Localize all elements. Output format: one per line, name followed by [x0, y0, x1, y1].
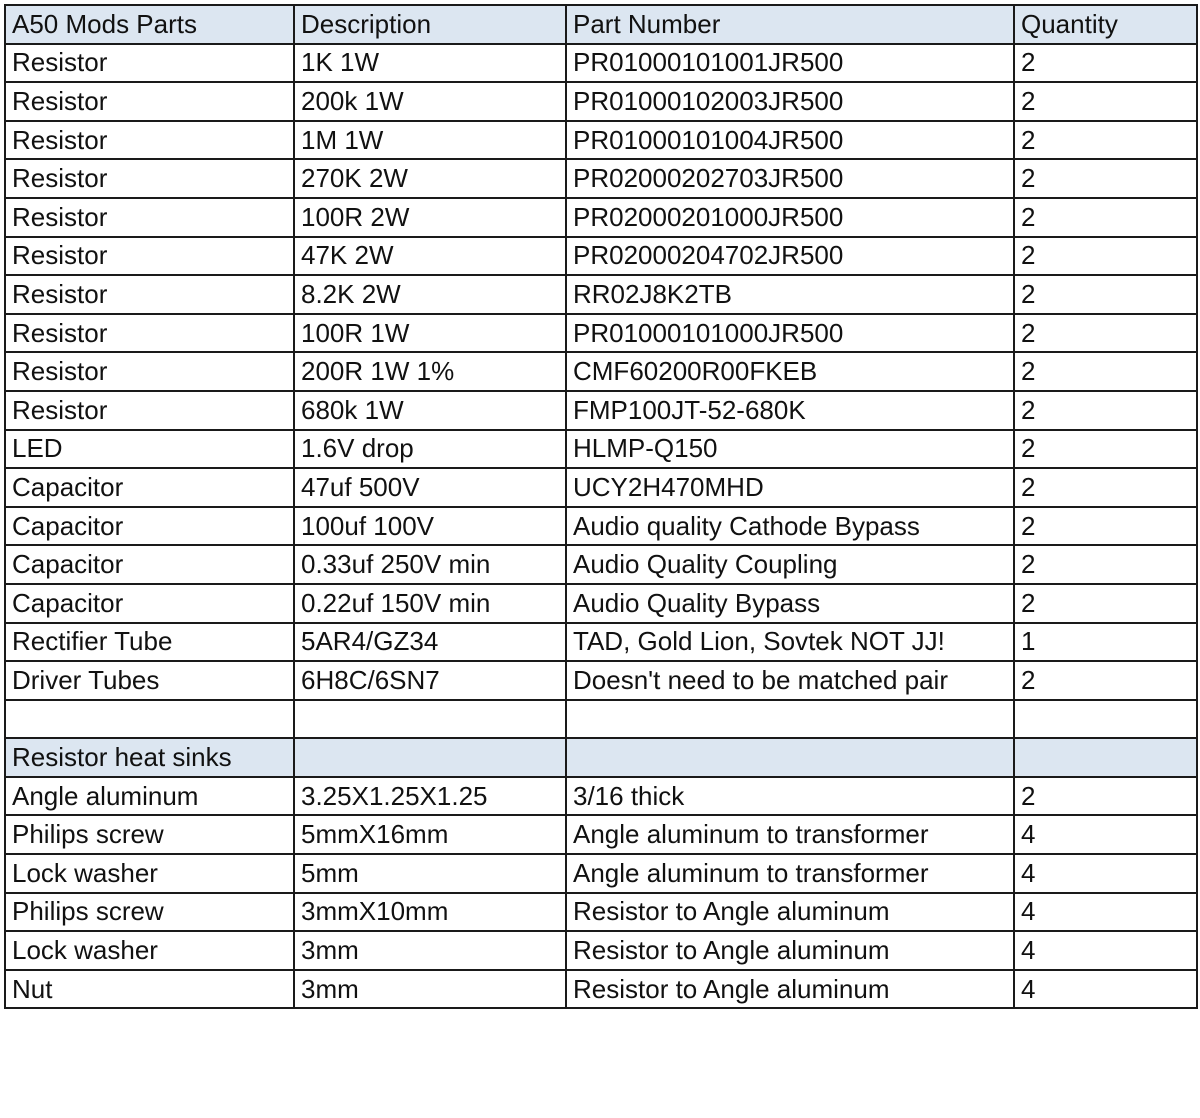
quantity-cell: 2 [1014, 545, 1197, 584]
part-number-cell: HLMP-Q150 [566, 430, 1014, 469]
part-name-cell: Driver Tubes [5, 661, 294, 700]
description-cell: 100R 1W [294, 314, 566, 353]
part-number-cell: RR02J8K2TB [566, 275, 1014, 314]
description-cell: 6H8C/6SN7 [294, 661, 566, 700]
quantity-cell: 2 [1014, 275, 1197, 314]
part-number-cell: Audio Quality Coupling [566, 545, 1014, 584]
quantity-cell: 4 [1014, 970, 1197, 1009]
part-number-cell: UCY2H470MHD [566, 468, 1014, 507]
parts-table [4, 4, 1198, 1009]
quantity-cell: 2 [1014, 777, 1197, 816]
table-row [5, 44, 1197, 83]
table-row [5, 391, 1197, 430]
table-row [5, 159, 1197, 198]
description-cell: 1M 1W [294, 121, 566, 160]
empty-cell [5, 700, 294, 739]
part-number-cell: TAD, Gold Lion, Sovtek NOT JJ! [566, 623, 1014, 662]
description-cell: 3mmX10mm [294, 893, 566, 932]
part-number-cell: Angle aluminum to transformer [566, 815, 1014, 854]
header-quantity: Quantity [1014, 5, 1197, 44]
quantity-cell: 2 [1014, 430, 1197, 469]
heatsink-parts-body [5, 777, 1197, 1009]
quantity-cell: 1 [1014, 623, 1197, 662]
part-number-cell: PR02000204702JR500 [566, 237, 1014, 276]
part-number-cell: Resistor to Angle aluminum [566, 931, 1014, 970]
quantity-cell: 2 [1014, 584, 1197, 623]
part-name-cell: Resistor [5, 275, 294, 314]
description-cell: 200k 1W [294, 82, 566, 121]
part-name-cell: Resistor [5, 44, 294, 83]
table-row [5, 121, 1197, 160]
table-row [5, 468, 1197, 507]
table-row [5, 931, 1197, 970]
table-row [5, 352, 1197, 391]
section-cell [294, 738, 566, 777]
part-name-cell: Resistor [5, 314, 294, 353]
part-number-cell: Audio quality Cathode Bypass [566, 507, 1014, 546]
section-title: Resistor heat sinks [5, 738, 294, 777]
table-row [5, 507, 1197, 546]
part-name-cell: LED [5, 430, 294, 469]
header-part-number: Part Number [566, 5, 1014, 44]
quantity-cell: 2 [1014, 159, 1197, 198]
part-number-cell: PR01000101004JR500 [566, 121, 1014, 160]
description-cell: 3.25X1.25X1.25 [294, 777, 566, 816]
section-cell [1014, 738, 1197, 777]
description-cell: 680k 1W [294, 391, 566, 430]
part-name-cell: Capacitor [5, 584, 294, 623]
description-cell: 0.22uf 150V min [294, 584, 566, 623]
description-cell: 1.6V drop [294, 430, 566, 469]
quantity-cell: 2 [1014, 391, 1197, 430]
description-cell: 47K 2W [294, 237, 566, 276]
part-number-cell: PR01000101000JR500 [566, 314, 1014, 353]
description-cell: 8.2K 2W [294, 275, 566, 314]
description-cell: 100R 2W [294, 198, 566, 237]
description-cell: 5AR4/GZ34 [294, 623, 566, 662]
quantity-cell: 4 [1014, 893, 1197, 932]
part-number-cell: PR02000201000JR500 [566, 198, 1014, 237]
mods-parts-body [5, 44, 1197, 700]
part-name-cell: Resistor [5, 121, 294, 160]
quantity-cell: 2 [1014, 121, 1197, 160]
quantity-cell: 2 [1014, 198, 1197, 237]
description-cell: 1K 1W [294, 44, 566, 83]
quantity-cell: 2 [1014, 237, 1197, 276]
table-row [5, 82, 1197, 121]
part-name-cell: Capacitor [5, 545, 294, 584]
table-row [5, 198, 1197, 237]
part-number-cell: Resistor to Angle aluminum [566, 893, 1014, 932]
table-row [5, 430, 1197, 469]
description-cell: 0.33uf 250V min [294, 545, 566, 584]
part-number-cell: Audio Quality Bypass [566, 584, 1014, 623]
table-row [5, 314, 1197, 353]
description-cell: 3mm [294, 931, 566, 970]
table-row [5, 970, 1197, 1009]
table-row [5, 584, 1197, 623]
table-row [5, 545, 1197, 584]
part-number-cell: Resistor to Angle aluminum [566, 970, 1014, 1009]
part-name-cell: Resistor [5, 391, 294, 430]
table-row [5, 661, 1197, 700]
empty-cell [1014, 700, 1197, 739]
quantity-cell: 4 [1014, 815, 1197, 854]
part-name-cell: Capacitor [5, 468, 294, 507]
part-number-cell: PR01000101001JR500 [566, 44, 1014, 83]
table-row [5, 275, 1197, 314]
table-row [5, 777, 1197, 816]
part-name-cell: Rectifier Tube [5, 623, 294, 662]
description-cell: 100uf 100V [294, 507, 566, 546]
part-name-cell: Philips screw [5, 893, 294, 932]
quantity-cell: 2 [1014, 507, 1197, 546]
description-cell: 200R 1W 1% [294, 352, 566, 391]
quantity-cell: 2 [1014, 314, 1197, 353]
header-parts: A50 Mods Parts [5, 5, 294, 44]
table-row [5, 854, 1197, 893]
part-name-cell: Resistor [5, 352, 294, 391]
quantity-cell: 2 [1014, 44, 1197, 83]
description-cell: 5mm [294, 854, 566, 893]
description-cell: 47uf 500V [294, 468, 566, 507]
part-name-cell: Capacitor [5, 507, 294, 546]
empty-row [5, 700, 1197, 739]
part-number-cell: Angle aluminum to transformer [566, 854, 1014, 893]
part-number-cell: PR01000102003JR500 [566, 82, 1014, 121]
part-name-cell: Philips screw [5, 815, 294, 854]
table-row [5, 623, 1197, 662]
part-number-cell: Doesn't need to be matched pair [566, 661, 1014, 700]
quantity-cell: 2 [1014, 468, 1197, 507]
part-name-cell: Resistor [5, 198, 294, 237]
table-row [5, 893, 1197, 932]
quantity-cell: 2 [1014, 352, 1197, 391]
part-name-cell: Resistor [5, 82, 294, 121]
part-number-cell: PR02000202703JR500 [566, 159, 1014, 198]
part-name-cell: Resistor [5, 237, 294, 276]
section-cell [566, 738, 1014, 777]
table-row [5, 815, 1197, 854]
part-name-cell: Angle aluminum [5, 777, 294, 816]
header-row [5, 5, 1197, 44]
part-number-cell: 3/16 thick [566, 777, 1014, 816]
spacer-body [5, 700, 1197, 777]
part-name-cell: Nut [5, 970, 294, 1009]
description-cell: 3mm [294, 970, 566, 1009]
part-name-cell: Resistor [5, 159, 294, 198]
part-number-cell: FMP100JT-52-680K [566, 391, 1014, 430]
header-description: Description [294, 5, 566, 44]
description-cell: 5mmX16mm [294, 815, 566, 854]
part-name-cell: Lock washer [5, 931, 294, 970]
part-number-cell: CMF60200R00FKEB [566, 352, 1014, 391]
quantity-cell: 4 [1014, 931, 1197, 970]
table-row [5, 237, 1197, 276]
quantity-cell: 2 [1014, 82, 1197, 121]
section-row [5, 738, 1197, 777]
empty-cell [294, 700, 566, 739]
empty-cell [566, 700, 1014, 739]
description-cell: 270K 2W [294, 159, 566, 198]
quantity-cell: 4 [1014, 854, 1197, 893]
quantity-cell: 2 [1014, 661, 1197, 700]
part-name-cell: Lock washer [5, 854, 294, 893]
